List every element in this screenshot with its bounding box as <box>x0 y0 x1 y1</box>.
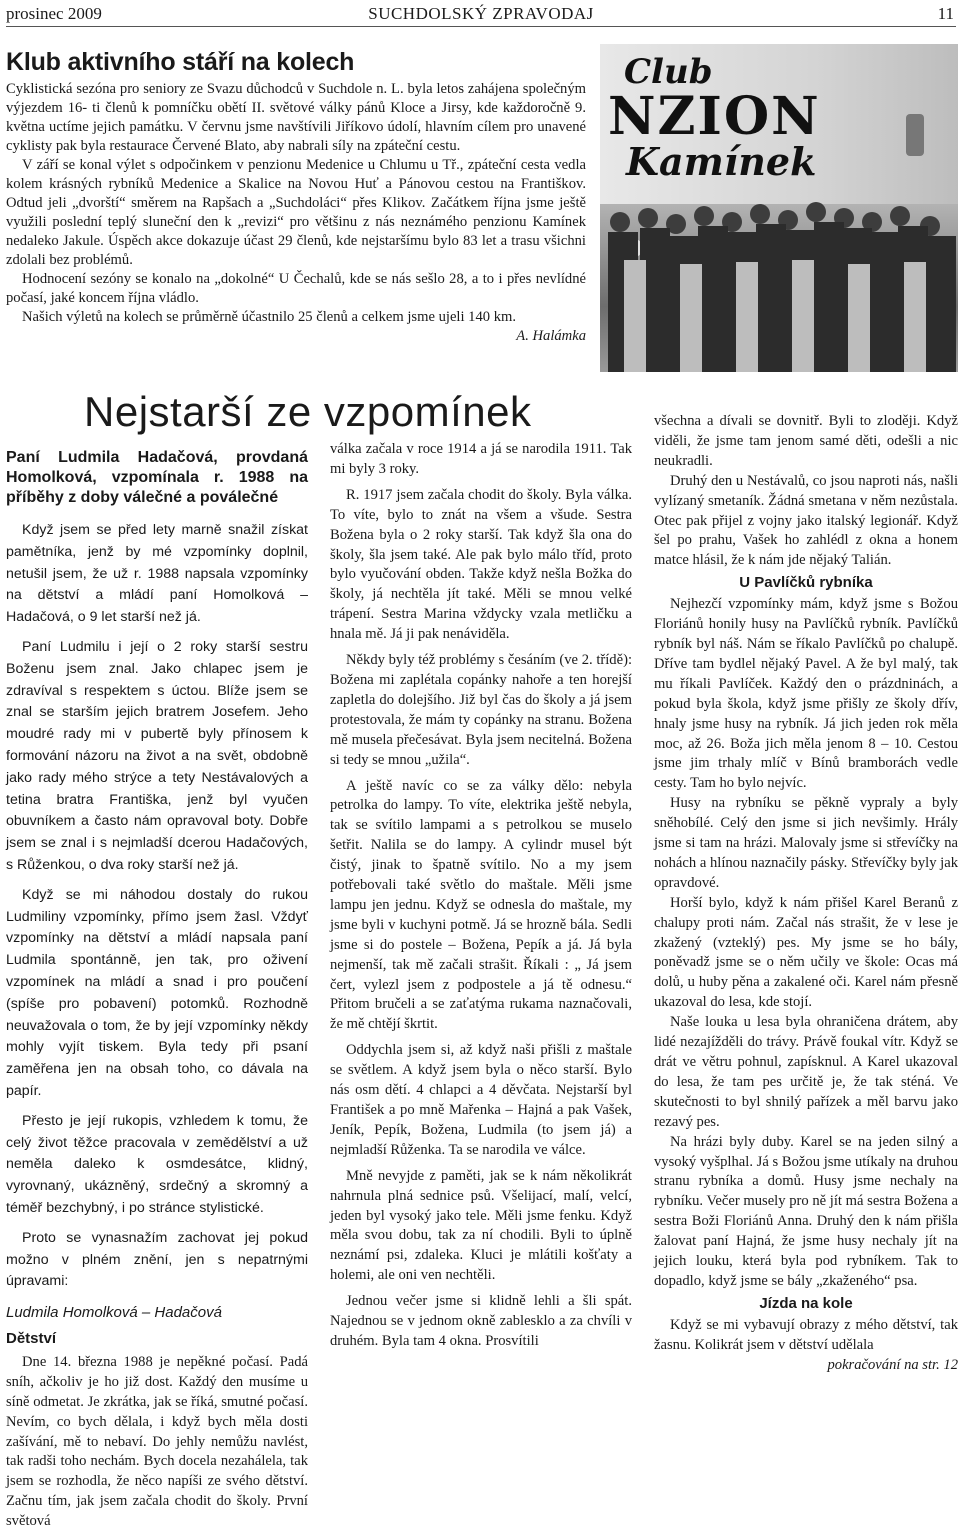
memoir-paragraph: Když jsem se před lety marně snažil získat pamětníka, jenž by mé vzpomínky doplnil, netušil jsem, že už r. 1988 napsala vzpomínky na dětství a mládí paní Homolková – Hadačová, o 9 let starší než já. <box>6 522 308 626</box>
memoir-paragraph: Husy na rybníku se pěkně vypraly a byly sněhobílé. Celý den jsme si jich nevšimly. Hrály jsme si tam na hrázi. Malovaly jsme si střevíčky na nohách a hlínou naznačily pásky. Střevíčky byly jak opravdové. <box>654 795 958 891</box>
sign-line-1: Club <box>624 52 713 92</box>
club-paragraph: V září se konal výlet s odpočinkem v penzionu Medenice u Chlumu u Tř., zpáteční cesta vedla kolem krásných rybníků Medenice a Skalice na Novou Huť a Pánovou cestou na Františkov. Odtud jeli „dvorští“ směrem na Rapšach a „Suchdoláci“ přes Klikov. Začátkem října jsme ještě využili poslední teplý sluneční den k „revizi“ pro většinu z nás neznámého penzionu Kamínek nedaleko Jakule. Úspěch akce dokazuje účast 29 členů, kde nejstaršímu bylo 83 let a trasu všichni zdolali bez problémů. <box>6 157 586 268</box>
memoir-column-2 <box>330 440 632 1352</box>
memoir-paragraph: Proto se vynasnažím zachovat jej pokud možno v plném znění, jen s nepatrnými úpravami: <box>6 1229 308 1290</box>
sign-line-3: Kamínek <box>626 139 817 184</box>
memoir-paragraph: Jednou večer jsme si klidně lehli a šli spát. Najednou se v jednom okně zablesklo a za chvíli v druhém. Byla tam 4 okna. Prosvítili <box>330 1293 632 1349</box>
memoir-paragraph: Naše louka u lesa byla ohraničena drátem, aby lidé nezajížděli do trávy. Právě foukal vítr. Když se drát ve větru pohnul, zapísknul. A Karel ukazoval do lesa, že tam pes určitě je, že tak sténá. Ve skutečnosti to byl shnilý pařízek a měl barvu jako rezavý pes. <box>654 1014 958 1130</box>
page-number: 11 <box>937 4 954 23</box>
memoir-title: Nejstarší ze vzpomínek <box>84 388 532 435</box>
memoir-paragraph: Někdy byly též problémy s česáním (ve 2. třídě): Božena mi zaplétala copánky nahoře a ten horejší zapletla do dolejšího. Již byl čas do školy a já jsem protestovala, že mám ty copánky na stranu. Božena mě musela přečesávat. Byla jsem necitelná. Božena si tedy se mnou „užila“. <box>330 652 632 768</box>
club-article-signature: A. Halámka <box>516 328 586 344</box>
group-photo <box>600 44 958 372</box>
section-heading-bike: Jízda na kole <box>759 1294 853 1312</box>
memoir-paragraph: všechna a dívali se dovnitř. Byli to zloději. Když viděli, že jsme tam jenom samé děti, odešli a nic neukradli. <box>654 413 958 469</box>
section-heading-pond: U Pavlíčků rybníka <box>739 574 873 592</box>
club-article-title: Klub aktivního stáří na kolech <box>6 48 355 76</box>
page-header <box>6 2 956 27</box>
memoir-column-3 <box>654 412 958 1376</box>
section-heading-childhood: Dětství <box>6 1330 57 1347</box>
club-paragraph: Hodnocení sezóny se konalo na „dokolné“ U Čechalů, kde se nás sešlo 28, a to i přes nevlídné počasí, jaké koncem října vládlo. <box>6 271 586 306</box>
continued-note: pokračování na str. 12 <box>827 1356 958 1373</box>
memoir-paragraph: A ještě navíc co se za války dělo: nebyla petrolka do lampy. To víte, elektrika ještě nebyla, tak se svítilo lampami a s petrolkou se muselo šetřit. Nalila se do lampy. A cylindr musel být čistý, jinak to špatně svítilo. No a my jsem potřebovali také světlo do maštale. Měli jsme lampu jen jednu. Když se odnesla do maštale, my jsme byli v kuchyni potmě. Já se hrozně bála. Sedli jsme si do postele – Božena, Pepík a já. Já byla nejmenší, tak mě začali strašit. Říkali : „ Já jsem čert, vylezl jsem z podpostele a já tě odnesu.“ Přitom bručeli a se zaťatýma rukama naznačovali, že mě chtějí škrtit. <box>330 777 632 1033</box>
memoir-paragraph: Přesto je její rukopis, vzhledem k tomu, že celý život těžce pracovala v zemědělství a už neměla daleko k osmdesátce, klidný, vyrovnaný, ukázněný, srdečný a skromný a téměř bezchybný, i po stránce stylistické. <box>6 1112 308 1216</box>
club-paragraph: Našich výletů na kolech se průměrně účastnilo 25 členů a celkem jsme ujeli 140 km. <box>22 309 517 325</box>
memoir-paragraph: válka začala v roce 1914 a já se narodila 1911. Tak mi byly 3 roky. <box>330 441 632 477</box>
newspaper-title: SUCHDOLSKÝ ZPRAVODAJ <box>368 4 594 23</box>
club-article-body <box>6 80 586 346</box>
memoir-paragraph: Když se mi náhodou dostaly do rukou Ludmiliny vzpomínky, přímo jsem žasl. Vždyť vzpomínky na dětství a mládí napsala paní Ludmila spontánně, jen tak, pro oživení vzpomínek na mládí a snad i pro poučení (spíše pro pobavení) potomků. Rozhodně neuvažovala o tom, že by její vzpomínky někdy mohly vyjít tiskem. Byla tedy při psaní zaměřena jen na obsah toho, co dávala na papír. <box>6 886 308 1099</box>
memoir-paragraph: Nejhezčí vzpomínky mám, když jsme s Božou Floriánů honily husy na Pavlíčků rybník. Pavlíčků rybník byl náš. Nám se říkalo Pavlíčků po chalupě. Dříve tam bydlel nějaký Pavel. A že byl malý, tak mu říkali Pavlíček. Každý den o prázdninách, a pokud byla škola, když jsme přišly ze školy dřív, hnaly jsme husy na rybník. Já jich jeden rok měla moc, až 26. Boža jich měla jenom 8 – 10. Cestou jsme jim trhaly mlíč v Bínů bramborách vedle cesty. Tam ho bylo nejvíc. <box>654 596 958 792</box>
memoir-paragraph: Horší bylo, když k nám přišel Karel Beranů z chalupy proti nám. Začal nás strašit, že v lese je zkažený (vzteklý) pes. My jsme se ho bály, poněvadž jsme se o něm učily ve škole: Ocas má dolů, u huby pěna a zakalené oči. Karel nám přesně ukazoval do lesa, kde stojí. <box>654 894 958 1011</box>
penzion-sign <box>608 52 821 182</box>
memoir-paragraph: Paní Ludmilu i její o 2 roky starší sestru Boženu jsem znal. Jako chlapec jsem je zdravíval s respektem s úctou. Blíže jsem se znal se starším jejich bratrem Josefem. Jeho moudré rady mi v pubertě byly přínosem k formování názoru na život a na svět, obdobně jako rady mého strýce a tety Nestávalových a tetina bratra Františka, jenž byl vyučen obuvníkem a často nám opravoval boty. Dobře jsem se znal i s nejmladší dcerou Hadačových, s Růženkou, o dva roky starší než já. <box>6 638 308 873</box>
club-paragraph: Cyklistická sezóna pro seniory ze Svazu důchodců v Suchdole n. L. byla letos zahájena společným výjezdem 16- ti členů k pomníčku obětí II. světové války pánů Kloce a Jirsy, kde každoročně 9. května uctíme jejich památku. V červnu jsme navštívili Jiříkovo údolí, hlavním cílem pro unavené cyklisty pak byla restaurace Červené Blato, aby nabrali síly na zpáteční cestu. <box>6 81 586 154</box>
memoir-paragraph: Druhý den u Nestávalů, co jsou naproti nás, našli vylízaný smetaník. Žádná smetana v něm nezůstala. Otec pak přijel z vojny jako italský legionář. Když šel po prahu, Vašek ho zahlédl z okna a honem matce hlásil, že k nám jde nějaký Talián. <box>654 472 958 569</box>
memoir-paragraph: Dne 14. března 1988 je nepěkné počasí. Padá sníh, ačkoliv je ho již dost. Každý den musíme u síně odmetat. Je zkrátka, jak se říká, smutné počasí. Nevím, co bych dělala, i když bych měla dosti zašívání, mě to nebaví. Do jehly nemůžu navlést, tak radši toho nechám. Bych docela nezahálela, tak jsem se rozhodla, že něco napíši ze svého dětství. Začnu tím, jak jsem začala chodit do školy. První světová <box>6 1353 308 1530</box>
crowd-of-people <box>600 182 958 372</box>
memoir-paragraph: Oddychla jsem si, až když naši přišli z maštale se světlem. A když jsem byla o něco starší. Bylo nás osm dětí. 4 chlapci a 4 děvčata. Nejstarší byl František a po mně Mařenka – Hajná a pak Vašek, Jeník, Pepík, Božena, Ludmila (to jsem já) a nejmladší Růženka. Ta se narodila ve válce. <box>330 1042 632 1158</box>
memoir-column-1 <box>6 448 308 1532</box>
issue-date: prosinec 2009 <box>6 4 102 23</box>
memoir-author: Ludmila Homolková – Hadačová <box>6 1304 222 1322</box>
memoir-paragraph: R. 1917 jsem začala chodit do školy. Byla válka. To víte, bylo to znát na všem a všude. Sestra Božena byla o 2 roky starší. Tak když šla ona do školy, šla jsem také. Ale pak bylo málo tříd, proto bylo vyučování obden. Takže když nešla Božka do školy, já nechtěla jít také. Měli se mnou velké trápení. Sestra Marina vždycky vzala metličku a hnala mě. Já ji pak nenáviděla. <box>330 486 632 643</box>
memoir-paragraph: Na hrázi byly duby. Karel se na jeden silný a vysoký vyšplhal. Já s Božou jsme utíkaly na druhou stranu rybníka a domů. Husy jsme nechaly na rybníku. Večer musely pro ně jít má sestra Božena a sestra Boži Floriánů Anna. Druhý den k nám přišla žalovat paní Hajná, že jsme husy nechaly jít na jejich louku, která byla pod rybníkem. Tak to dopadlo, když jsme se bály „zkaženého“ psa. <box>654 1133 958 1289</box>
sign-line-2: NZION <box>608 86 821 147</box>
memoir-paragraph: Mně nevyjde z paměti, jak se k nám několikrát nahrnula plná sednice psů. Všelijací, malí, velcí, jeden byl vysoký jako tele. Měli jsme fenku. Když měla svou dobu, tak za ní chodili. Byli to úplně neznámí psi, zdaleka. Kluci je mlátili košťaty a holemi, ale oni ven nechtěli. <box>330 1167 632 1284</box>
memoir-paragraph: Když se mi vybavují obrazy z mého dětství, tak žasnu. Kolikrát jsem v dětství udělala <box>654 1316 958 1353</box>
memoir-subtitle: Paní Ludmila Hadačová, provdaná Homolková, vzpomínala r. 1988 na příběhy z doby válečné a poválečné <box>6 449 308 506</box>
wall-lamp <box>906 114 924 156</box>
